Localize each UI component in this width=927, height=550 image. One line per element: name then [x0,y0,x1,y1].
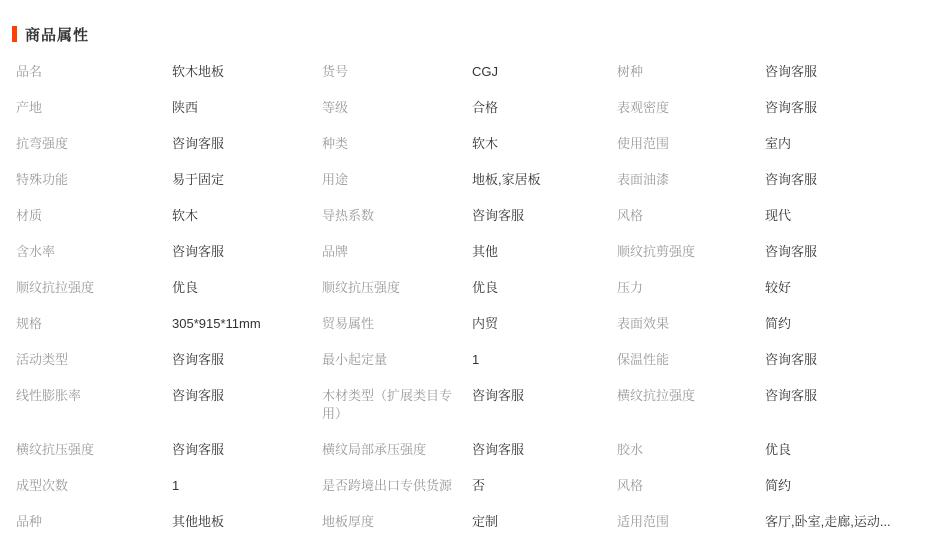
attribute-item [16,207,322,225]
attribute-label: 胶水 [617,442,644,457]
attribute-value: 地板,家居板 [472,172,541,187]
attribute-item [16,387,322,405]
attribute-value: 软木 [472,136,499,151]
attribute-label: 横纹抗拉强度 [617,388,696,403]
attribute-item [617,135,927,153]
attribute-value: 咨询客服 [765,244,818,259]
attribute-item [617,63,927,81]
attribute-label: 木材类型（扩展类目专用） [322,388,453,421]
attribute-item [16,99,322,117]
attribute-label: 品种 [16,514,43,529]
attribute-value: 易于固定 [172,172,225,187]
attribute-label: 压力 [617,280,644,295]
attributes-table [0,63,927,549]
attribute-value: 较好 [765,280,792,295]
attribute-value: 咨询客服 [472,208,525,223]
attribute-item [16,351,322,369]
attribute-value: 室内 [765,136,792,151]
attribute-label: 用途 [322,172,349,187]
attribute-value: 客厅,卧室,走廊,运动... [765,514,891,529]
attribute-label: 活动类型 [16,352,69,367]
attribute-item [16,243,322,261]
attribute-label: 风格 [617,208,644,223]
attribute-value: 咨询客服 [172,136,225,151]
attribute-value: 简约 [765,478,792,493]
attribute-item [16,513,322,531]
attribute-value: 咨询客服 [765,172,818,187]
attribute-item [617,441,927,459]
attribute-value: 其他 [472,244,499,259]
attribute-label: 含水率 [16,244,56,259]
attribute-label: 表面效果 [617,316,670,331]
attribute-value: 优良 [472,280,499,295]
attribute-value: 咨询客服 [172,352,225,367]
attribute-label: 表观密度 [617,100,670,115]
attribute-item [617,243,927,261]
attribute-label: 规格 [16,316,43,331]
attribute-value: 软木地板 [172,64,225,79]
attribute-value: 咨询客服 [172,442,225,457]
attribute-label: 适用范围 [617,514,670,529]
attribute-label: 种类 [322,136,349,151]
attribute-item [322,243,617,261]
attribute-item [322,477,617,495]
attribute-item [322,351,617,369]
attribute-label: 顺纹抗压强度 [322,280,401,295]
attribute-value: 咨询客服 [172,244,225,259]
attribute-label: 顺纹抗拉强度 [16,280,95,295]
section-header [12,25,927,43]
attribute-label: 横纹局部承压强度 [322,442,427,457]
attribute-value: 咨询客服 [765,388,818,403]
attribute-item [322,513,617,531]
attribute-label: 横纹抗压强度 [16,442,95,457]
attribute-label: 成型次数 [16,478,69,493]
attribute-label: 树种 [617,64,644,79]
attribute-label: 品牌 [322,244,349,259]
attribute-value: 合格 [472,100,499,115]
attribute-label: 线性膨胀率 [16,388,82,403]
attribute-label: 是否跨境出口专供货源 [322,478,453,493]
attribute-item [322,279,617,297]
attribute-item [16,63,322,81]
attribute-item [617,171,927,189]
attribute-value: CGJ [472,64,498,79]
attribute-label: 最小起定量 [322,352,388,367]
attribute-label: 材质 [16,208,43,223]
attribute-item [16,279,322,297]
attribute-label: 顺纹抗剪强度 [617,244,696,259]
attribute-item [617,315,927,333]
attribute-value: 咨询客服 [765,100,818,115]
attribute-item [322,99,617,117]
attribute-label: 使用范围 [617,136,670,151]
attribute-value: 其他地板 [172,514,225,529]
attribute-value: 内贸 [472,316,499,331]
attribute-value: 咨询客服 [765,64,818,79]
attribute-value: 咨询客服 [765,352,818,367]
attribute-item [16,171,322,189]
attribute-label: 抗弯强度 [16,136,69,151]
attribute-label: 特殊功能 [16,172,69,187]
attribute-label: 等级 [322,100,349,115]
attribute-item [617,351,927,369]
attribute-value: 陕西 [172,100,199,115]
attribute-value: 定制 [472,514,499,529]
attribute-item [322,207,617,225]
attribute-label: 导热系数 [322,208,375,223]
attribute-label: 产地 [16,100,43,115]
attribute-value: 1 [172,478,180,493]
attribute-item [16,477,322,495]
attribute-value: 咨询客服 [472,388,525,403]
attribute-item [617,513,927,531]
attribute-label: 表面油漆 [617,172,670,187]
attribute-item [322,63,617,81]
attribute-item [617,387,927,405]
attribute-label: 货号 [322,64,349,79]
attribute-item [617,99,927,117]
attribute-label: 地板厚度 [322,514,375,529]
attribute-item [322,441,617,459]
attribute-item [322,315,617,333]
attribute-value: 否 [472,478,486,493]
attribute-item [322,171,617,189]
attribute-item [617,207,927,225]
attribute-value: 优良 [172,280,199,295]
attribute-value: 软木 [172,208,199,223]
attribute-item [322,387,617,423]
attribute-value: 简约 [765,316,792,331]
attribute-value: 优良 [765,442,792,457]
attribute-item [617,279,927,297]
attribute-label: 品名 [16,64,43,79]
attribute-item [16,441,322,459]
attribute-value: 咨询客服 [472,442,525,457]
attribute-value: 1 [472,352,480,367]
attribute-item [16,315,322,333]
attribute-value: 305*915*11mm [172,316,261,331]
page-title: 商品属性 [25,26,90,44]
attribute-item [322,135,617,153]
accent-bar-icon [12,26,17,42]
attribute-label: 贸易属性 [322,316,375,331]
attribute-item [16,135,322,153]
attribute-label: 保温性能 [617,352,670,367]
attribute-label: 风格 [617,478,644,493]
attribute-item [617,477,927,495]
attribute-value: 咨询客服 [172,388,225,403]
attribute-value: 现代 [765,208,792,223]
